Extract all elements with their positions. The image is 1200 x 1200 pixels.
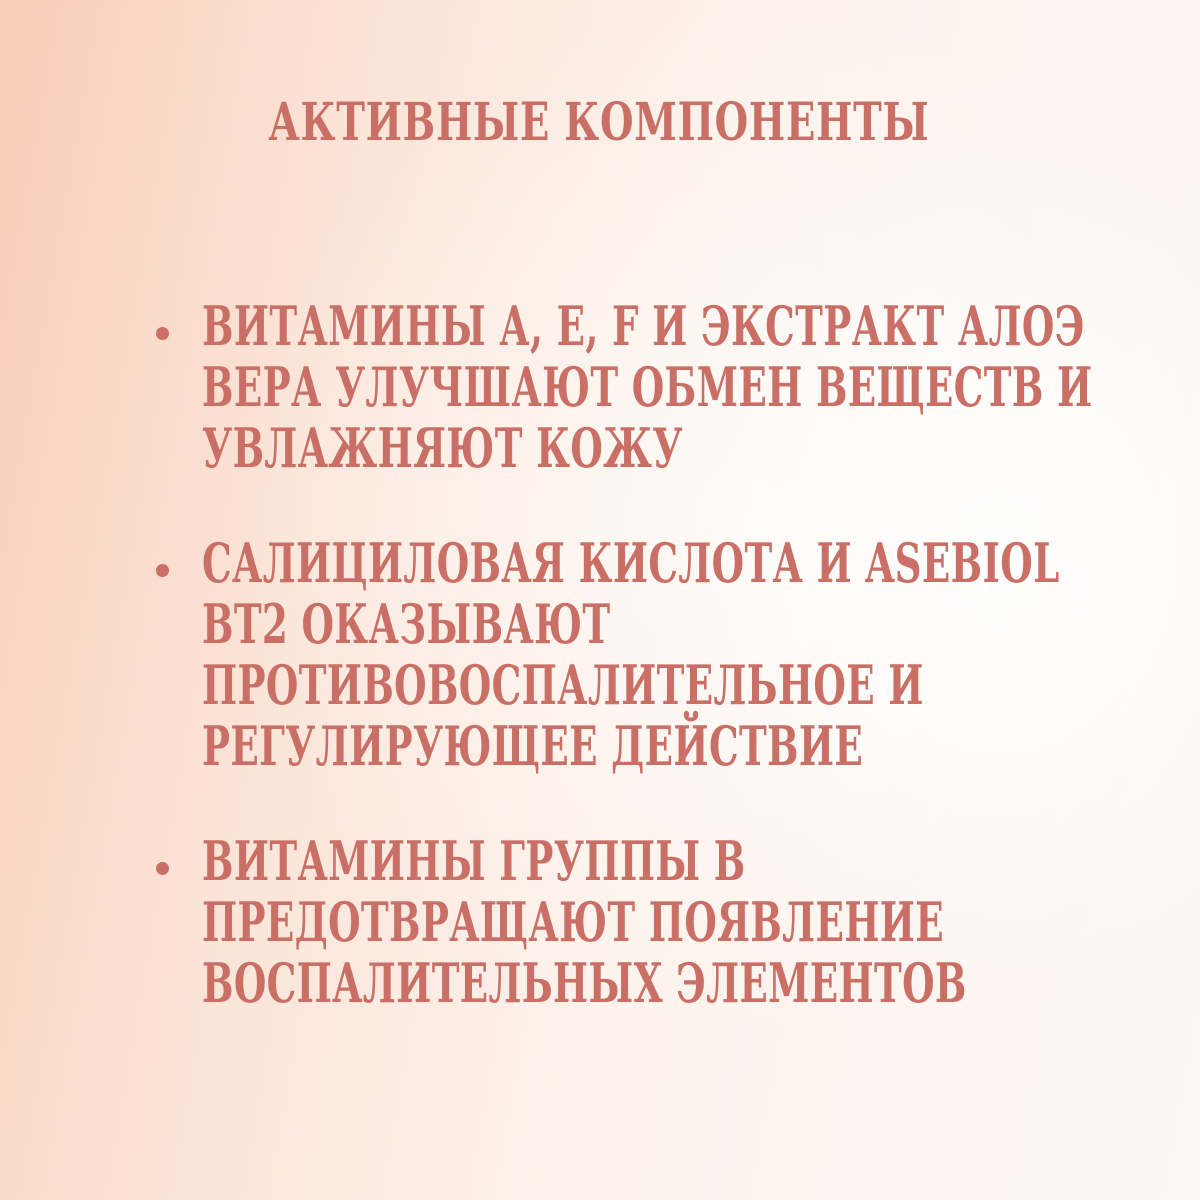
list-item-text bbox=[202, 831, 1085, 1014]
list-item-vitamins-b bbox=[148, 831, 1148, 1014]
text-line: ВЕРА УЛУЧШАЮТ ОБМЕН ВЕЩЕСТВ И bbox=[202, 355, 1093, 419]
text-line: ВИТАМИНЫ А, Е, F И ЭКСТРАКТ АЛОЭ bbox=[202, 294, 1085, 358]
page-title: АКТИВНЫЕ КОМПОНЕНТЫ bbox=[268, 91, 930, 153]
text-line: BT2 ОКАЗЫВАЮТ bbox=[202, 592, 611, 656]
text-line: РЕГУЛИРУЮЩЕЕ ДЕЙСТВИЕ bbox=[202, 714, 864, 778]
text-line: ВОСПАЛИТЕЛЬНЫХ ЭЛЕМЕНТОВ bbox=[202, 951, 967, 1015]
ingredients-list bbox=[148, 296, 1148, 1068]
text-line: ПРОТИВОВОСПАЛИТЕЛЬНОЕ И bbox=[202, 653, 924, 717]
text-line: УВЛАЖНЯЮТ КОЖУ bbox=[202, 416, 683, 480]
bullet-icon bbox=[156, 862, 169, 875]
list-item-text bbox=[202, 294, 1093, 480]
text-line: ПРЕДОТВРАЩАЮТ ПОЯВЛЕНИЕ bbox=[202, 890, 945, 954]
bullet-icon bbox=[156, 327, 169, 340]
list-item-salicylic-acid bbox=[148, 533, 1148, 777]
bullet-icon bbox=[156, 564, 169, 577]
text-line: САЛИЦИЛОВАЯ КИСЛОТА И ASEBIOL bbox=[202, 531, 1060, 595]
list-item-text bbox=[202, 533, 1085, 777]
text-line: ВИТАМИНЫ ГРУППЫ В bbox=[202, 829, 746, 893]
list-item-vitamins-aef bbox=[148, 296, 1148, 479]
